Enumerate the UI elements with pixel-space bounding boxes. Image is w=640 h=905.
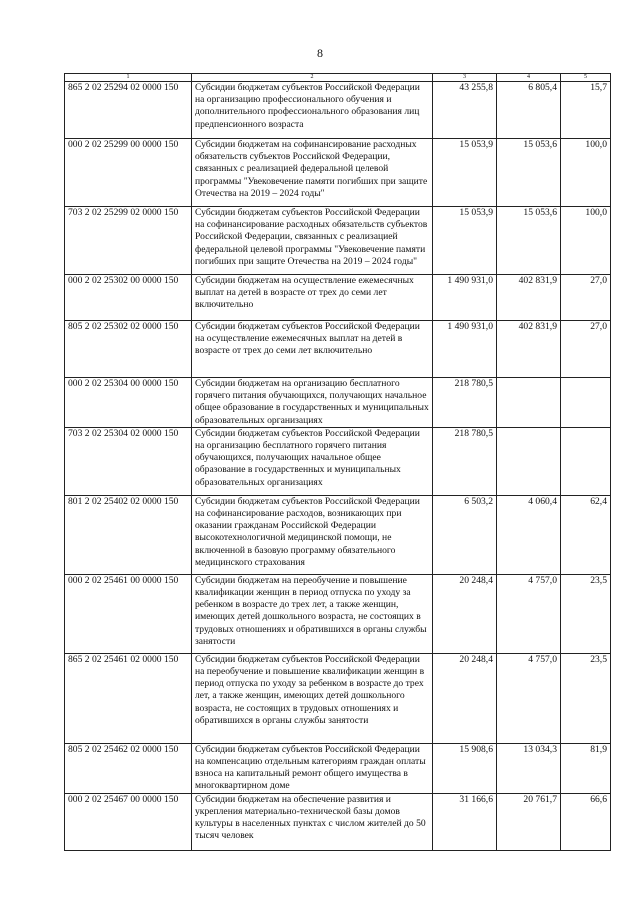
description-cell: Субсидии бюджетам субъектов Российской Федерации на софинансирование расходных обязательств субъектов Российской Федерации, связанных с реализацией федеральной целевой программы "Увековечение памяти погибших при защите Отечества на 2019 – 2024 годы" bbox=[192, 207, 433, 275]
page-number: 8 bbox=[317, 46, 323, 60]
table-row bbox=[65, 793, 611, 850]
description-cell: Субсидии бюджетам субъектов Российской Федерации на софинансирование расходов, возникающих при оказании гражданам Российской Федерации высокотехнологичной медицинской помощи, не включенной в базовую программу обязательного медицинского страхования bbox=[192, 495, 433, 574]
table-row bbox=[65, 427, 611, 495]
description-cell: Субсидии бюджетам на организацию бесплатного горячего питания обучающихся, получающих начальное общее образование в государственных и муниципальных образовательных организациях bbox=[192, 378, 433, 428]
executed-amount-cell: 13 034,3 bbox=[497, 743, 561, 793]
column-number-1: 1 bbox=[65, 74, 192, 82]
execution-percent-cell: 100,0 bbox=[561, 139, 611, 207]
description-cell: Субсидии бюджетам субъектов Российской Федерации на компенсацию отдельным категориям граждан оплаты взноса на капитальный ремонт общего имущества в многоквартирном доме bbox=[192, 743, 433, 793]
header-row bbox=[65, 74, 611, 82]
executed-amount-cell: 20 761,7 bbox=[497, 793, 561, 850]
executed-amount-cell: 4 757,0 bbox=[497, 653, 561, 743]
executed-amount-cell: 402 831,9 bbox=[497, 275, 561, 321]
description-cell: Субсидии бюджетам субъектов Российской Федерации на переобучение и повышение квалификации женщин в период отпуска по уходу за ребенком в возрасте до трех лет, а также женщин, имеющих детей дошкольного возраста, не состоящих в трудовых отношениях и обратившихся в органы службы занятости bbox=[192, 653, 433, 743]
planned-amount-cell: 20 248,4 bbox=[433, 574, 497, 653]
budget-code-cell: 000 2 02 25299 00 0000 150 bbox=[65, 139, 192, 207]
budget-code-cell: 801 2 02 25402 02 0000 150 bbox=[65, 495, 192, 574]
planned-amount-cell: 31 166,6 bbox=[433, 793, 497, 850]
budget-code-cell: 805 2 02 25462 02 0000 150 bbox=[65, 743, 192, 793]
planned-amount-cell: 20 248,4 bbox=[433, 653, 497, 743]
planned-amount-cell: 15 908,6 bbox=[433, 743, 497, 793]
execution-percent-cell: 81,9 bbox=[561, 743, 611, 793]
description-cell: Субсидии бюджетам на обеспечение развития и укрепления материально-технической базы домов культуры в населенных пунктах с числом жителей до 50 тысяч человек bbox=[192, 793, 433, 850]
execution-percent-cell: 27,0 bbox=[561, 321, 611, 378]
planned-amount-cell: 218 780,5 bbox=[433, 378, 497, 428]
execution-percent-cell: 15,7 bbox=[561, 82, 611, 139]
description-cell: Субсидии бюджетам субъектов Российской Федерации на организацию бесплатного горячего питания обучающихся, получающих начальное общее образование в государственных и муниципальных образовательных организациях bbox=[192, 427, 433, 495]
planned-amount-cell: 218 780,5 bbox=[433, 427, 497, 495]
table-row bbox=[65, 653, 611, 743]
execution-percent-cell: 23,5 bbox=[561, 574, 611, 653]
budget-code-cell: 805 2 02 25302 02 0000 150 bbox=[65, 321, 192, 378]
table-row bbox=[65, 743, 611, 793]
table-row bbox=[65, 207, 611, 275]
table-row bbox=[65, 321, 611, 378]
column-number-4: 4 bbox=[497, 74, 561, 82]
execution-percent-cell bbox=[561, 427, 611, 495]
table-row bbox=[65, 378, 611, 428]
column-number-2: 2 bbox=[192, 74, 433, 82]
execution-percent-cell: 62,4 bbox=[561, 495, 611, 574]
description-cell: Субсидии бюджетам на осуществление ежемесячных выплат на детей в возрасте от трех до семи лет включительно bbox=[192, 275, 433, 321]
budget-code-cell: 703 2 02 25299 02 0000 150 bbox=[65, 207, 192, 275]
budget-code-cell: 000 2 02 25467 00 0000 150 bbox=[65, 793, 192, 850]
planned-amount-cell: 15 053,9 bbox=[433, 207, 497, 275]
budget-code-cell: 703 2 02 25304 02 0000 150 bbox=[65, 427, 192, 495]
table-body bbox=[65, 82, 611, 851]
executed-amount-cell: 4 060,4 bbox=[497, 495, 561, 574]
executed-amount-cell bbox=[497, 378, 561, 428]
execution-percent-cell: 27,0 bbox=[561, 275, 611, 321]
table-row bbox=[65, 275, 611, 321]
description-cell: Субсидии бюджетам на переобучение и повышение квалификации женщин в период отпуска по уходу за ребенком в возрасте до трех лет, а также женщин, имеющих детей дошкольного возраста, не состоящих в трудовых отношениях и обратившихся в органы службы занятости bbox=[192, 574, 433, 653]
planned-amount-cell: 43 255,8 bbox=[433, 82, 497, 139]
executed-amount-cell bbox=[497, 427, 561, 495]
planned-amount-cell: 1 490 931,0 bbox=[433, 275, 497, 321]
column-number-5: 5 bbox=[561, 74, 611, 82]
planned-amount-cell: 6 503,2 bbox=[433, 495, 497, 574]
planned-amount-cell: 1 490 931,0 bbox=[433, 321, 497, 378]
execution-percent-cell: 23,5 bbox=[561, 653, 611, 743]
planned-amount-cell: 15 053,9 bbox=[433, 139, 497, 207]
description-cell: Субсидии бюджетам субъектов Российской Федерации на организацию профессионального обучения и дополнительного профессионального образования лиц предпенсионного возраста bbox=[192, 82, 433, 139]
table-row bbox=[65, 574, 611, 653]
executed-amount-cell: 15 053,6 bbox=[497, 139, 561, 207]
budget-table bbox=[64, 73, 611, 851]
executed-amount-cell: 6 805,4 bbox=[497, 82, 561, 139]
table-header bbox=[65, 74, 611, 82]
column-number-3: 3 bbox=[433, 74, 497, 82]
table-row bbox=[65, 139, 611, 207]
description-cell: Субсидии бюджетам субъектов Российской Федерации на осуществление ежемесячных выплат на детей в возрасте от трех до семи лет включительно bbox=[192, 321, 433, 378]
execution-percent-cell: 100,0 bbox=[561, 207, 611, 275]
budget-code-cell: 000 2 02 25304 00 0000 150 bbox=[65, 378, 192, 428]
executed-amount-cell: 402 831,9 bbox=[497, 321, 561, 378]
execution-percent-cell: 66,6 bbox=[561, 793, 611, 850]
budget-code-cell: 000 2 02 25302 00 0000 150 bbox=[65, 275, 192, 321]
budget-code-cell: 000 2 02 25461 00 0000 150 bbox=[65, 574, 192, 653]
description-cell: Субсидии бюджетам на софинансирование расходных обязательств субъектов Российской Федерации, связанных с реализацией федеральной целевой программы "Увековечение памяти погибших при защите Отечества на 2019 – 2024 годы" bbox=[192, 139, 433, 207]
table-row bbox=[65, 495, 611, 574]
execution-percent-cell bbox=[561, 378, 611, 428]
budget-code-cell: 865 2 02 25294 02 0000 150 bbox=[65, 82, 192, 139]
executed-amount-cell: 4 757,0 bbox=[497, 574, 561, 653]
table-row bbox=[65, 82, 611, 139]
budget-code-cell: 865 2 02 25461 02 0000 150 bbox=[65, 653, 192, 743]
executed-amount-cell: 15 053,6 bbox=[497, 207, 561, 275]
